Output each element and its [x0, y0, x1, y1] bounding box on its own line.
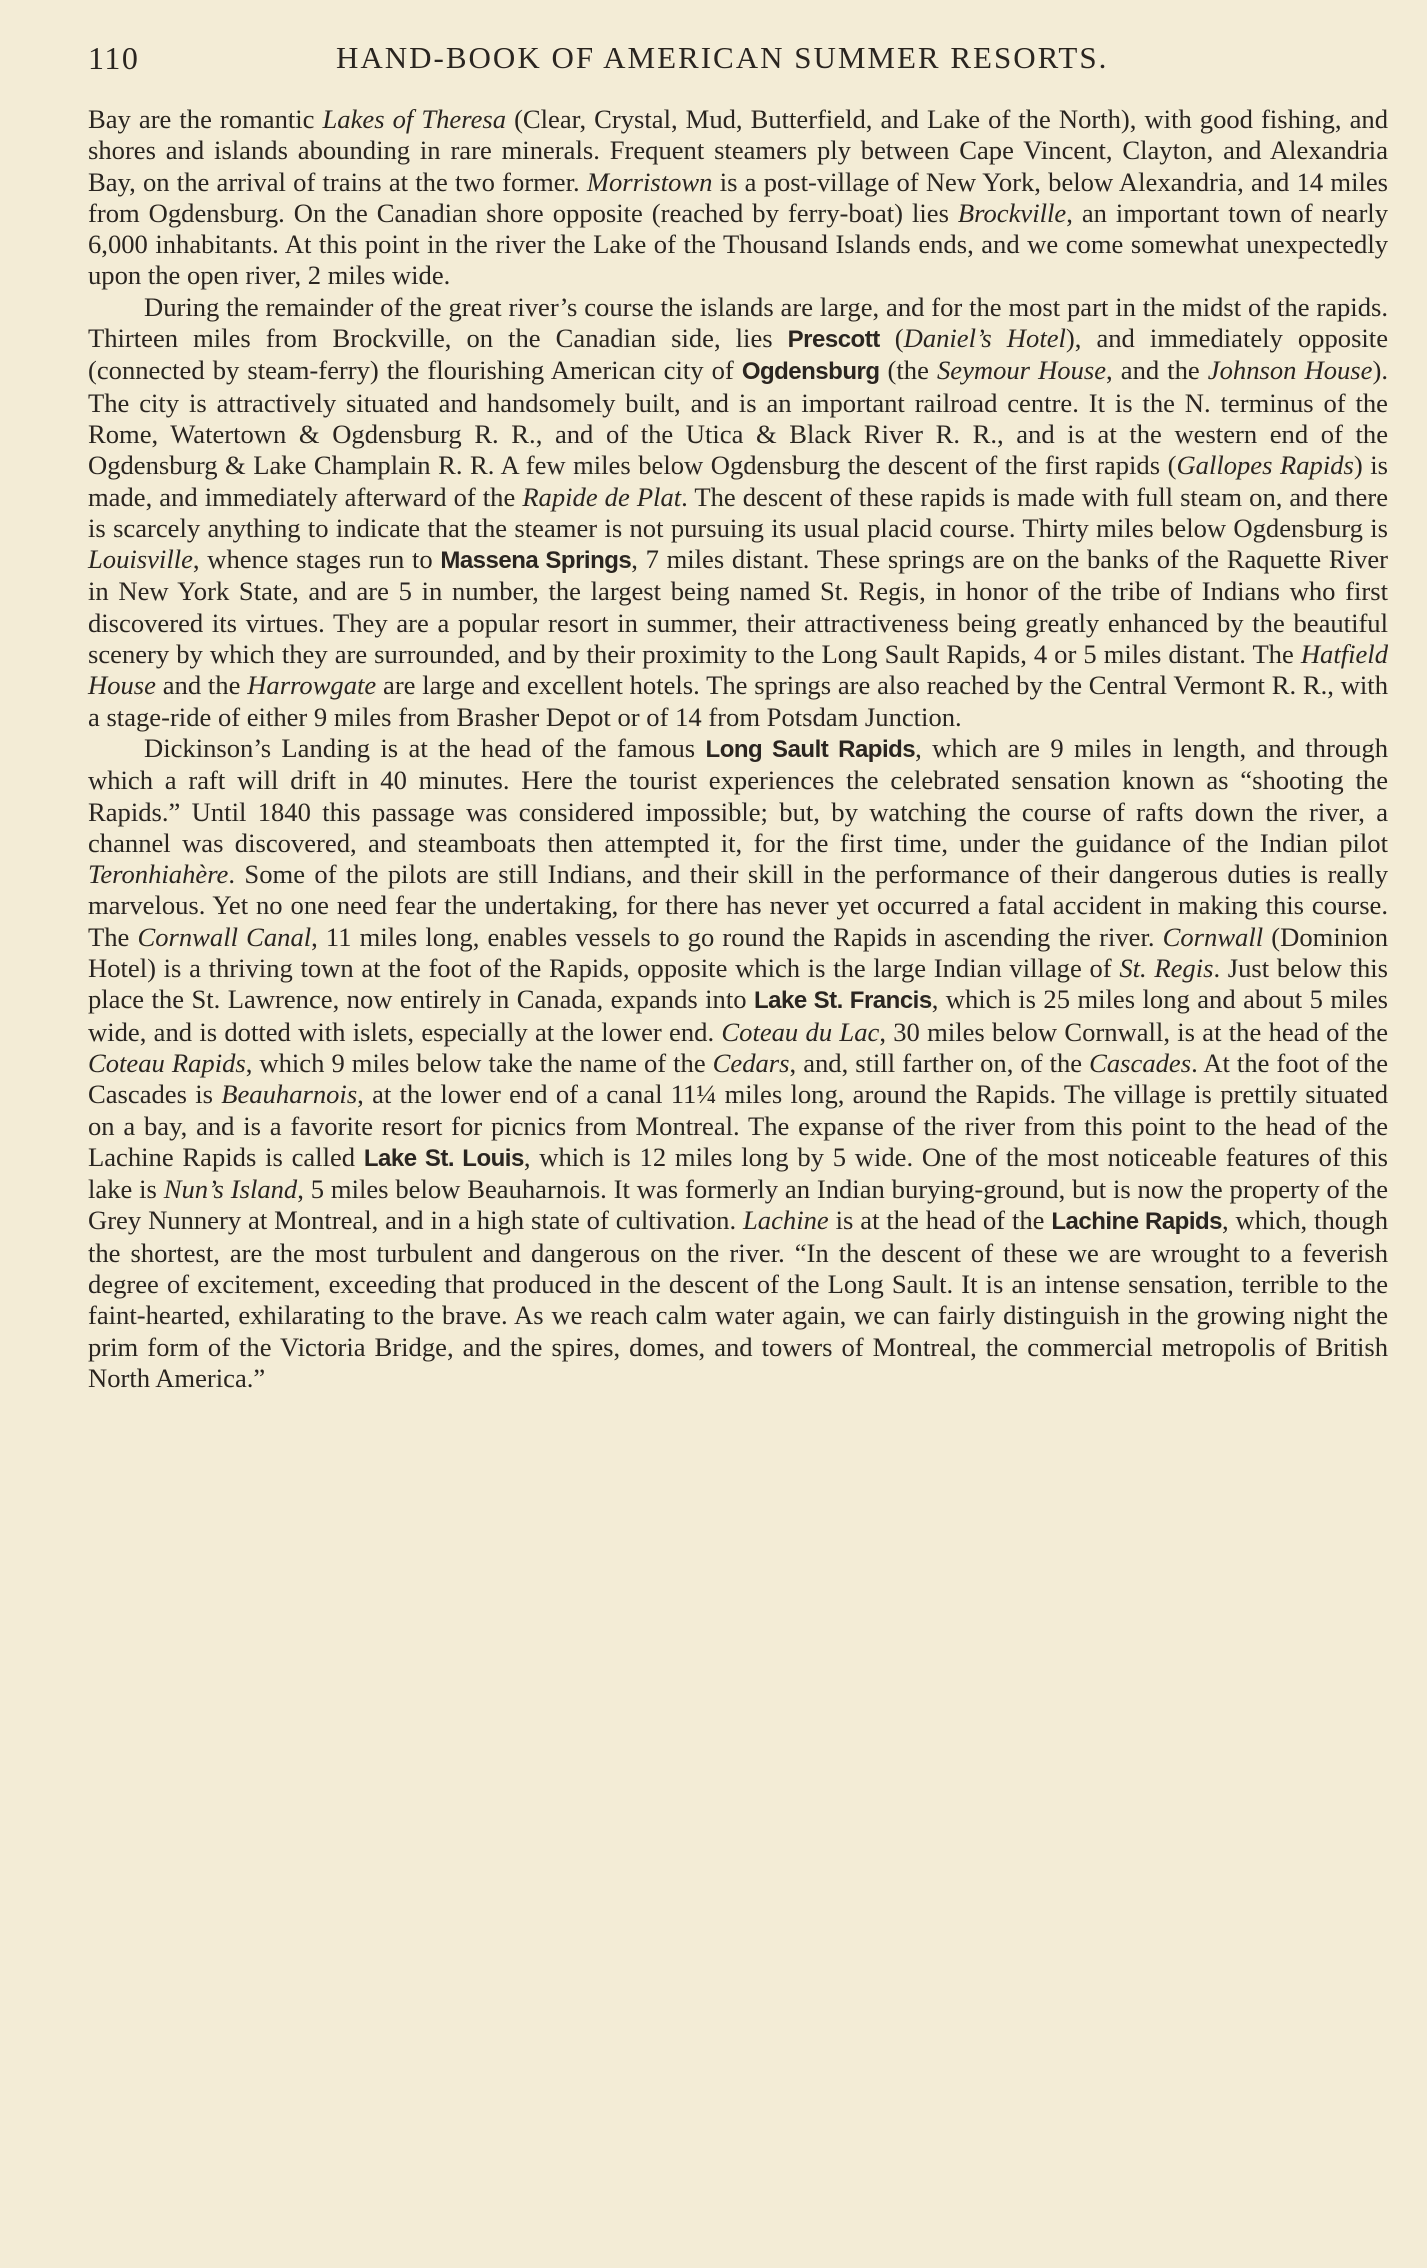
text-run: , and, still farther on, of the — [789, 1047, 1090, 1078]
italic-name: Gallopes Rapids — [1176, 450, 1354, 481]
paragraph-1 — [88, 104, 1388, 292]
text-run: , whence stages run to — [192, 544, 441, 575]
bold-place-name: Massena Springs — [440, 547, 632, 575]
text-run: (Clear, Crystal, Mud, Butterfield, and Lake of the North), with good fishing, and shores and islands abounding in rare minerals. Frequent steamers ply between Cape Vincent, Clayton, and Alexandria Bay, on the arrival of trains at the two former. — [88, 104, 1388, 197]
text-run: . Just below this place the St. Lawrence, now entirely in Canada, expands into — [88, 953, 1388, 1015]
text-run: , which are 9 miles in length, and through which a raft will drift in 40 minutes. Here the tourist experiences the celebrated sensation known as “shooting the Rapids.” Until 1840 this passage was considered impossible; but, by watching the course of rafts down the river, a channel was discovered, and steamboats then attempted it, for the first time, under the guidance of the Indian pilot — [88, 732, 1389, 858]
italic-name: Coteau Rapids — [88, 1047, 246, 1078]
italic-name: Lakes of Theresa — [322, 104, 507, 134]
italic-name: Lachine — [743, 1205, 829, 1236]
italic-name: Hatfield House — [88, 639, 1388, 701]
italic-name: Cornwall Canal — [137, 921, 312, 952]
text-run: , 5 miles below Beauharnois. It was formerly an Indian burying-ground, but is now the property of the Grey Nunnery at Montreal, and in a high state of cultivation. — [88, 1174, 1389, 1236]
bold-place-name: Ogdensburg — [741, 358, 880, 386]
text-run: , 7 miles distant. These springs are on the banks of the Raquette River in New York State, and are 5 in number, the largest being named St. Regis, in honor of the tribe of Indians who first discovered its virtues. They are a popular resort in summer, their attractiveness being greatly enhanced by the beautiful scenery by which they are surrounded, and by their proximity to the Long Sault Rapids, 4 or 5 miles distant. The — [88, 544, 1388, 670]
italic-name: Brockville — [957, 197, 1067, 228]
text-run: Bay are the romantic — [88, 104, 323, 134]
running-head — [88, 40, 1388, 84]
text-run: , 30 miles below Cornwall, is at the head of the — [879, 1016, 1389, 1047]
text-run: Dickinson’s Landing is at the head of the famous — [144, 732, 706, 763]
italic-name: Cedars — [712, 1047, 790, 1078]
bold-place-name: Prescott — [787, 326, 880, 354]
page-number: 110 — [88, 40, 140, 76]
bold-place-name: Lake St. Louis — [363, 1144, 524, 1172]
text-run: During the remainder of the great river’s course the islands are large, and for the most part in the midst of the rapids. Thirteen miles from Brockville, on the Canadian side, lies — [88, 291, 1388, 354]
text-run: , and the — [1106, 355, 1208, 386]
italic-name: Cascades — [1089, 1047, 1192, 1078]
italic-name: Cornwall — [1162, 921, 1264, 952]
text-run: is at the head of the — [828, 1205, 1052, 1236]
text-run: ). The city is attractively situated and handsomely built, and is an important railroad centre. It is the N. terminus of the Rome, Watertown & Ogdensburg R. R., and of the Utica & Black River R. R., and is at the western end of the Ogdensburg & Lake Champlain R. R. A few miles below Ogdensburg the descent of the first rapids ( — [88, 355, 1388, 481]
text-run: , which is 12 miles long by 5 wide. One of the most noticeable features of this lake is — [88, 1141, 1389, 1205]
text-run: , an important town of nearly 6,000 inhabitants. At this point in the river the Lake of the Thousand Islands ends, and we come somewhat unexpectedly upon the open river, 2 miles wide. — [88, 197, 1388, 291]
bold-place-name: Long Sault Rapids — [705, 735, 916, 763]
book-page — [88, 0, 1388, 2268]
italic-name: Beauharnois — [221, 1079, 358, 1110]
text-run: , which, though the shortest, are the most turbulent and dangerous on the river. “In the descent of these we are wrought to a feverish degree of excitement, exceeding that produced in the descent of the Long Sault. It is an intense sensation, terrible to the faint-hearted, exhilarating to the brave. As we reach calm water again, we can fairly distinguish in the growing night the prim form of the Victoria Bridge, and the spires, domes, and towers of Montreal, the commercial metropolis of British North America.” — [88, 1205, 1388, 1393]
text-run: , which 9 miles below take the name of the — [245, 1047, 713, 1078]
paragraph-2 — [88, 292, 1388, 733]
text-run: . The descent of these rapids is made with full steam on, and there is scarcely anything to indicate that the steamer is not pursuing its usual placid course. Thirty miles below Ogdensburg is — [88, 481, 1389, 543]
text-run: , at the lower end of a canal 11¼ miles long, around the Rapids. The village is prettily situated on a bay, and is a favorite resort for picnics from Montreal. The expanse of the river from this point to the head of the Lachine Rapids is called — [88, 1079, 1388, 1172]
italic-name: Teronhiahère — [88, 859, 229, 890]
bold-place-name: Lake St. Francis — [754, 987, 932, 1015]
italic-name: Louisville — [88, 544, 193, 575]
paragraph-3 — [88, 733, 1388, 1394]
text-run: and the — [155, 670, 248, 701]
text-run: (Dominion Hotel) is a thriving town at the foot of the Rapids, opposite which is the large Indian village of — [88, 921, 1388, 984]
italic-name: Morristown — [586, 166, 713, 197]
running-title: HAND-BOOK OF AMERICAN SUMMER RESORTS. — [336, 40, 1109, 75]
italic-name: Harrowgate — [247, 670, 377, 701]
text-run: ) is made, and immediately afterward of the — [88, 450, 1388, 512]
text-run: . Some of the pilots are still Indians, and their skill in the performance of their dangerous duties is really marvelous. Yet no one need fear the undertaking, for there has never yet occurred a fatal accident in making this course. The — [88, 859, 1388, 952]
bold-place-name: Lachine Rapids — [1051, 1208, 1222, 1236]
text-run: . At the foot of the Cascades is — [88, 1047, 1388, 1110]
body-text — [88, 104, 1388, 1394]
italic-name: St. Regis — [1119, 953, 1214, 984]
text-run: ), and immediately opposite (connected by steam-ferry) the flourishing American city of — [88, 323, 1388, 386]
italic-name: Daniel’s Hotel — [903, 323, 1066, 354]
text-run: , 11 miles long, enables vessels to go round the Rapids in ascending the river. — [311, 921, 1163, 952]
text-run: , which is 25 miles long and about 5 miles wide, and is dotted with islets, especially at the lower end. — [88, 984, 1388, 1047]
text-run: ( — [879, 323, 904, 354]
italic-name: Rapide de Plat — [522, 481, 682, 512]
italic-name: Coteau du Lac — [721, 1016, 880, 1047]
text-run: (the — [879, 355, 937, 386]
text-run: is a post-village of New York, below Alexandria, and 14 miles from Ogdensburg. On the Canadian shore opposite (reached by ferry-boat) lies — [88, 166, 1389, 228]
italic-name: Johnson House — [1207, 355, 1373, 386]
italic-name: Nun’s Island — [163, 1174, 298, 1205]
italic-name: Seymour House — [936, 355, 1107, 386]
text-run: are large and excellent hotels. The springs are also reached by the Central Vermont R. R., with a stage-ride of either 9 miles from Brasher Depot or of 14 from Potsdam Junction. — [88, 670, 1388, 732]
